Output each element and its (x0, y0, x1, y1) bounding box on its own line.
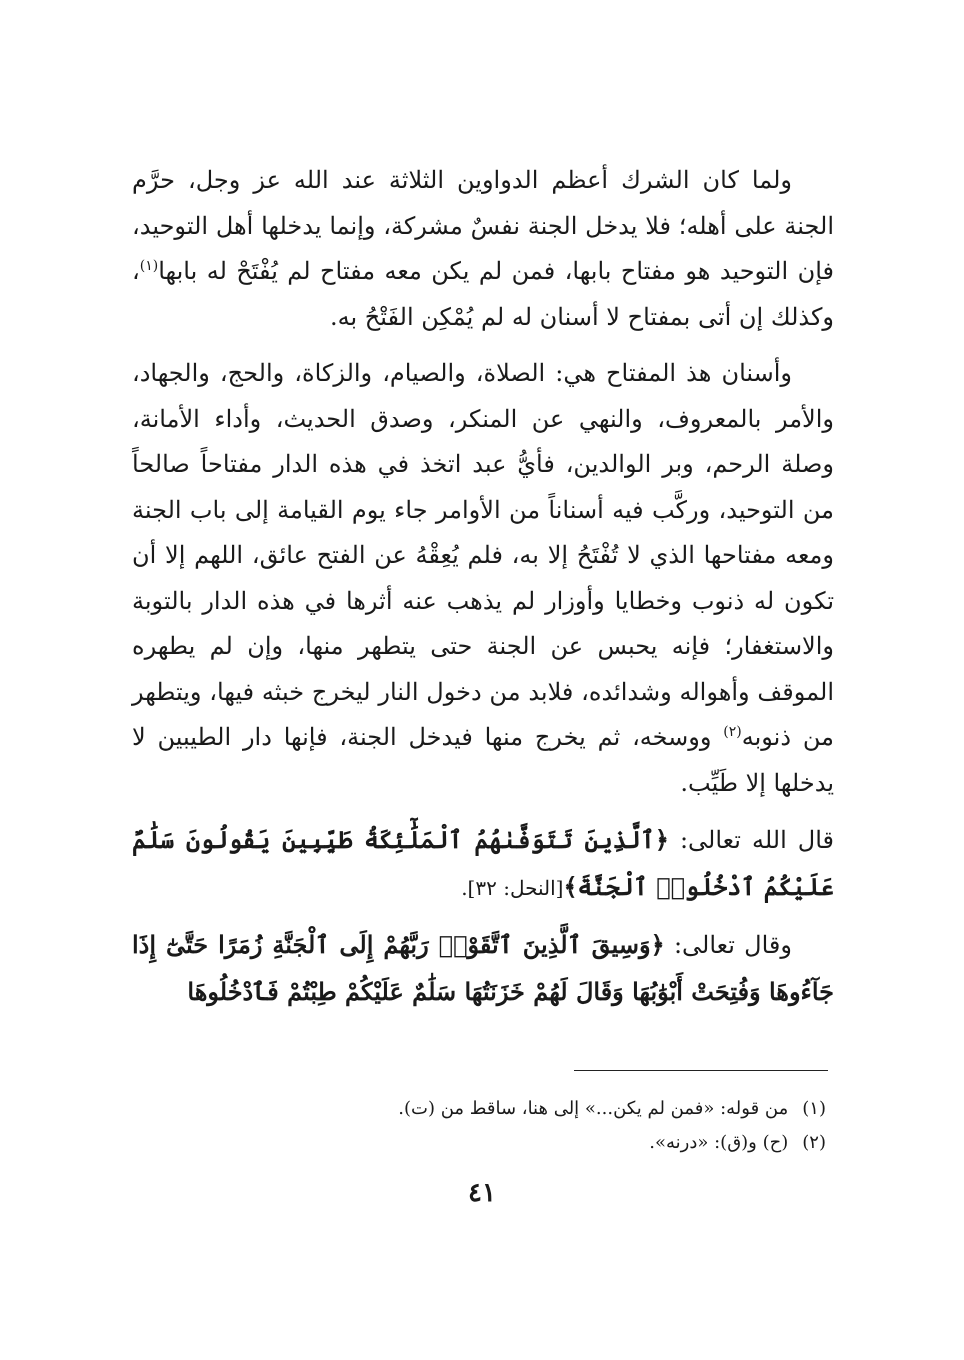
paragraph-key-teeth-text: وأسنان هذ المفتاح هي: الصلاة، والصيام، والزكاة، والحج، والجهاد، والأمر بالمعروف، والنهي عن المنكر، وصدق الحديث، وأداء الأمانة، وصلة الرحم، وبر الوالدين، فأيُّ عبد اتخذ في هذه الدار مفتاحاً صالحاً من التوحيد، وركَّب فيه أسناناً من الأوامر جاء يوم القيامة إلى باب الجنة ومعه مفتاحها الذي لا تُفْتَحُ إلا به، فلم يُعِقْهُ عن الفتح عائق، اللهم إلا أن تكون له ذنوب وخطايا وأوزار لم يذهب عنه أثرها في هذه الدار بالتوبة والاستغفار؛ فإنه يحبس عن الجنة حتى يتطهر منها، وإن لم يطهره الموقف وأهواله وشدائده، فلابد من دخول النار ليخرج خبثه فيها، ويتطهر من ذنوبه (132, 359, 834, 751)
footnote-2-text: (ح) و(ق): «درنه». (649, 1132, 789, 1153)
quran-verse-nahl: ﴿ٱلَّذِينَ تَتَوَفَّىٰهُمُ ٱلْمَلَٰٓئِكَةُ طَيِّبِينَ يَقُولُونَ سَلَٰمٌ عَلَيْكُمُ ٱدْخُلُوا۟ ٱلْجَنَّةَ﴾ (132, 825, 834, 901)
verse-citation: [النحل: ٣٢]. (461, 875, 564, 900)
footnote-1-text: من قوله: «فمن لم يكن...» إلى هنا، ساقط من (ت). (398, 1098, 789, 1119)
page-number: ٤١ (468, 1178, 496, 1208)
main-text (132, 158, 834, 1026)
footnote-ref-2: (٢) (723, 724, 742, 740)
paragraph-shirk (132, 158, 834, 340)
paragraph-key-teeth (132, 351, 834, 806)
paragraph-verse-nahl (132, 817, 834, 911)
verse-nahl-lead: قال الله تعالى: (668, 826, 835, 854)
footnote-2 (132, 1126, 826, 1160)
footnote-divider (574, 1070, 828, 1071)
quran-verse-zumar: ﴿وَسِيقَ ٱلَّذِينَ ٱتَّقَوْا۟ رَبَّهُمْ إِلَى ٱلْجَنَّةِ زُمَرًا حَتَّىٰٓ إِذَا جَآءُوهَا وَفُتِحَتْ أَبْوَٰبُهَا وَقَالَ لَهُمْ خَزَنَتُهَا سَلَٰمٌ عَلَيْكُمْ طِبْتُمْ فَٱدْخُلُوهَا (132, 930, 834, 1006)
paragraph-verse-zumar (132, 922, 834, 1015)
paragraph-key-teeth-text-end: ووسخه، ثم يخرج منها فيدخل الجنة، فإنها دار الطيبين لا يدخلها إلا طَيِّب. (132, 723, 834, 797)
footnote-1-number: (١) (802, 1098, 826, 1119)
footnote-1 (132, 1092, 826, 1126)
footnote-ref-1: (١) (139, 258, 159, 274)
paragraph-shirk-text: ولما كان الشرك أعظم الدواوين الثلاثة عند الله عز وجل، حرَّم الجنة على أهله؛ فلا يدخل الجنة نفسٌ مشركة، وإنما يدخلها أهل التوحيد، فإن التوحيد هو مفتاح بابها، فمن لم يكن معه مفتاح لم يُفْتَحْ له بابها (132, 166, 834, 285)
paragraph-shirk-text-end: ، وكذلك إن أتى بمفتاح لا أسنان له لم يُمْكِن الفَتْحُ به. (132, 257, 834, 331)
footnote-2-number: (٢) (802, 1132, 826, 1153)
verse-zumar-lead: وقال تعالى: (664, 931, 792, 959)
footnotes (132, 1092, 826, 1160)
